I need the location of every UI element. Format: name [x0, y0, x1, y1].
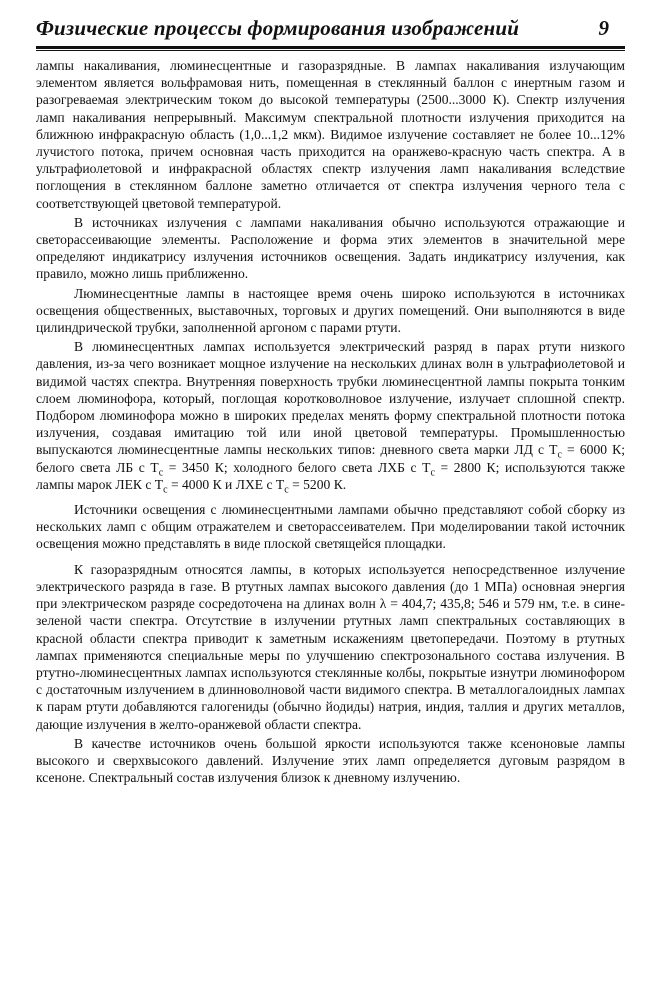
paragraph-incandescent-lamps: лампы накаливания, люминесцентные и газоразрядные. В лампах накаливания излучающим элементом является вольфрамовая нить, помещенная в стеклянный баллон с инертным газом и разогреваемая электрическим током до высокой температуры (2500...3000 К). Спектр излучения ламп накаливания непрерывный. Максимум спектральной плотности излучения приходится на ближнюю инфракрасную область (1,0...1,2 мкм). Видимое излучение составляет не более 10...12% лучистого потока, причем основная часть приходится на оранжево-красную часть спектра. А в ультрафиолетовой и инфракрасной областях спектр излучения ламп накаливания вследствие поглощения в стеклянном баллоне заметно отличается от спектра излучения черного тела с соответствующей цветовой температурой. — [36, 58, 625, 211]
subscript-c-4: c — [163, 484, 168, 496]
paragraph-gas-discharge-lamps: К газоразрядным относятся лампы, в которых используется непосредственное излучение электрического разряда в газе. В ртутных лампах высокого давления (до 1 МПа) основная энергия при электрическом разряде сосредоточена на длинах волн λ = 404,7; 435,8; 546 и 579 нм, т.е. в сине-зеленой части спектра. Отсутствие в излучении ртутных ламп спектральных составляющих в красной области спектра приводит к заметным искажениям цветопередачи. Поэтому в ртутных лампах применяются специальные меры по улучшению спектрозонального состава излучения. В ртутно-люминесцентных лампах используются стеклянные колбы, покрытые изнутри люминофором с достаточным излучением в длинноволновой части видимого спектра. В металлогалоидных лампах к парам ртути добавляются галогениды (обычно йодиды) натрия, индия, таллия и других металлов, дающие излучения в желто-оранжевой области спектра. — [36, 561, 625, 732]
header-rule-thin — [36, 50, 625, 51]
fluorescent-text-e: = 5200 К. — [288, 476, 347, 492]
page-number: 9 — [598, 16, 609, 40]
fluorescent-text-d: = 4000 К и ЛХЕ с Т — [167, 476, 285, 492]
subscript-c-2: c — [158, 467, 164, 479]
subscript-c-5: c — [284, 484, 289, 496]
running-header — [36, 0, 625, 44]
paragraph-fluorescent-discharge — [36, 338, 625, 496]
subscript-c-1: c — [557, 450, 562, 462]
paragraph-fluorescent-lamps: Люминесцентные лампы в настоящее время очень широко используются в источниках освещения общественных, выставочных, торговых и других помещений. Они выполняются в виде цилиндрической трубки, заполненной аргоном с парами ртути. — [36, 285, 625, 336]
fluorescent-text-b: = 3450 К; холодного белого света ЛХБ с Т — [163, 459, 431, 475]
subscript-c-3: c — [430, 467, 435, 479]
body-text — [36, 57, 625, 786]
paragraph-light-source-assembly: Источники освещения с люминесцентными лампами обычно представляют собой сборку из нескольких ламп с общим отражателем и светорассеивателем. При моделировании такой источник освещения можно представлять в виде плоской светящейся площадки. — [36, 502, 625, 552]
fluorescent-text-main: В люминесцентных лампах используется электрический разряд в парах ртути низкого давления, из-за чего возникает мощное излучение на нескольких длинах волн в ультрафиолетовой и видимой частях спектра. Внутренняя поверхность трубки люминесцентной лампы покрыта тонким слоем люминофора, который, поглощая коротковолновое излучение, излучает сплошной спектр. Подбором люминофора можно в широких пределах менять форму спектральной плотности потока излучения, создавая имитацию той или иной цветовой температуры. Промышленностью выпускаются люминесцентные лампы нескольких типов: дневного света марки ЛД с Т — [36, 339, 625, 458]
fluorescent-text-a: = 6000 К; белого света ЛБ с Т — [36, 442, 625, 475]
fluorescent-text-c: = 2800 К; используются также лампы марок ЛЕК с Т — [36, 459, 625, 492]
paragraph-reflectors: В источниках излучения с лампами накаливания обычно используются отражающие и светорассеивающие элементы. Расположение и форма этих элементов в значительной мере определяют индикатрису излучения источников освещения. Задать индикатрису излучения, как правило, можно лишь приближенно. — [36, 214, 625, 282]
header-rule-thick — [36, 46, 625, 49]
running-header-title: Физические процессы формирования изображений — [36, 16, 520, 40]
paragraph-xenon-lamps: В качестве источников очень большой яркости используются также ксеноновые лампы высокого и сверхвысокого давлений. Излучение этих ламп определяется дуговым разрядом в ксеноне. Спектральный состав излучения близок к дневному излучению. — [36, 735, 625, 786]
